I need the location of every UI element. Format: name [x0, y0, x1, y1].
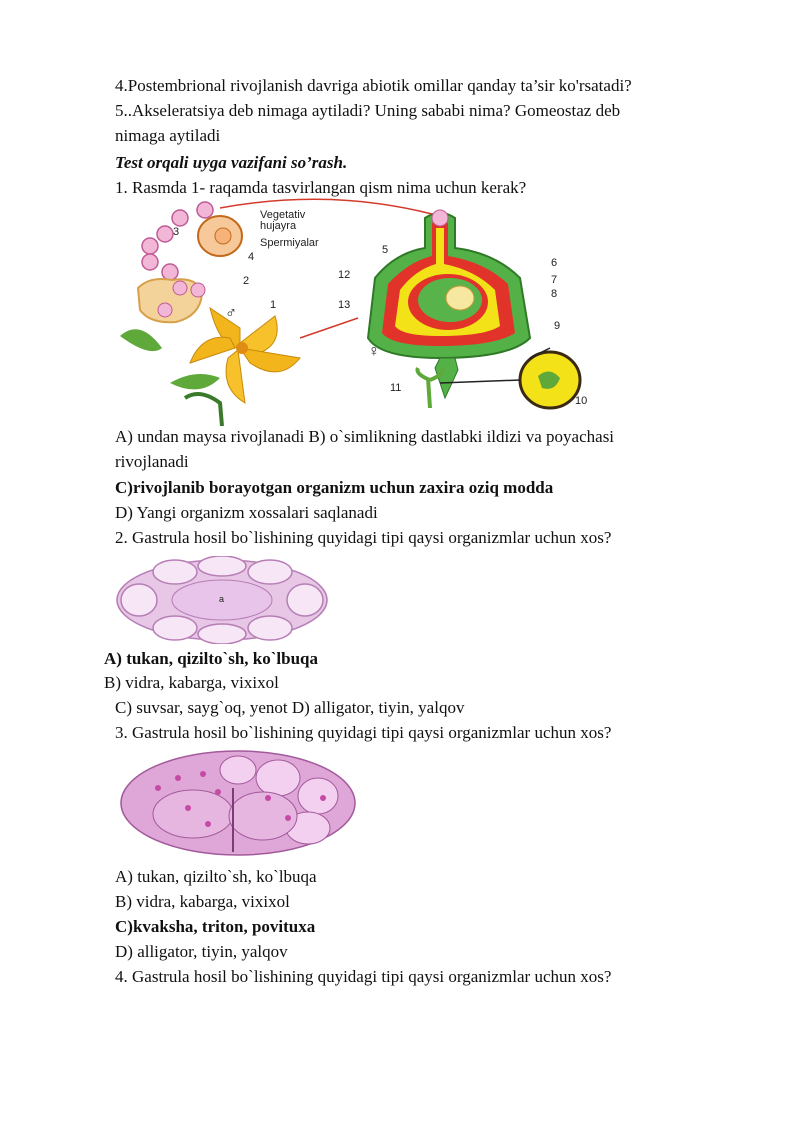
question-1-option-c: C)rivojlanib borayotgan organizm uchun zaxira oziq modda [115, 478, 554, 497]
male-symbol: ♂ [225, 305, 237, 322]
gastrula-label-a: a [219, 594, 225, 604]
gastrula-figure-1 [115, 556, 330, 644]
label-4: 4 [248, 251, 255, 263]
question-3-text: 3. Gastrula hosil bo`lishining quyidagi tipi qaysi organizmlar uchun xos? [115, 723, 612, 742]
question-3-option-a: A) tukan, qizilto`sh, ko`lbuqa [115, 867, 317, 886]
question-5-text: 5..Akseleratsiya deb nimaga aytiladi? Uning sababi nima? Gomeostaz deb [115, 101, 621, 120]
label-11: 11 [390, 382, 402, 394]
pistil-section-shape [368, 210, 530, 398]
label-7: 7 [551, 274, 558, 286]
question-2-text: 2. Gastrula hosil bo`lishining quyidagi tipi qaysi organizmlar uchun xos? [115, 528, 612, 547]
question-5-text-cont: nimaga aytiladi [115, 126, 221, 145]
label-13: 13 [338, 299, 351, 311]
seedling-shape [418, 368, 443, 408]
label-spermiyalar: Spermiyalar [260, 237, 319, 249]
question-4-text: 4.Postembrional rivojlanish davriga abiotik omillar qanday ta’sir ko'rsatadi? [115, 76, 632, 95]
female-symbol: ♀ [368, 343, 380, 360]
question-2-option-a: A) tukan, qizilto`sh, ko`lbuqa [104, 649, 318, 668]
label-hujayra: hujayra [260, 220, 297, 232]
question-3-option-b: B) vidra, kabarga, vixixol [115, 892, 290, 911]
question-1-options-ab-cont: rivojlanadi [115, 452, 189, 471]
label-3: 3 [173, 226, 180, 238]
label-vegetativ: Vegetativ [260, 209, 306, 221]
gastrula-figure-2 [118, 748, 358, 858]
question-2-options-cd: C) suvsar, sayg`oq, yenot D) alligator, tiyin, yalqov [115, 698, 465, 717]
label-12: 12 [338, 269, 351, 281]
section-heading: Test orqali uyga vazifani so’rash. [115, 153, 348, 172]
label-1: 1 [270, 299, 277, 311]
label-5: 5 [382, 244, 389, 256]
label-2: 2 [243, 275, 250, 287]
flower-fertilization-figure [110, 198, 610, 426]
question-1-option-d: D) Yangi organizm xossalari saqlanadi [115, 503, 378, 522]
question-3-option-d: D) alligator, tiyin, yalqov [115, 942, 288, 961]
anther-shape [138, 279, 205, 322]
question-3-option-c: C)kvaksha, triton, povituxa [115, 917, 316, 936]
label-8: 8 [551, 288, 558, 300]
label-6: 6 [551, 257, 558, 269]
question-1-text: 1. Rasmda 1- raqamda tasvirlangan qism nima uchun kerak? [115, 178, 527, 197]
label-10: 10 [575, 395, 588, 407]
lily-flower-shape [120, 308, 300, 426]
question-2-option-b: B) vidra, kabarga, vixixol [104, 673, 279, 692]
label-9: 9 [554, 320, 561, 332]
question-4-gastrula-text: 4. Gastrula hosil bo`lishining quyidagi tipi qaysi organizmlar uchun xos? [115, 967, 612, 986]
question-1-options-ab: A) undan maysa rivojlanadi B) o`simlikning dastlabki ildizi va poyachasi [115, 427, 615, 446]
